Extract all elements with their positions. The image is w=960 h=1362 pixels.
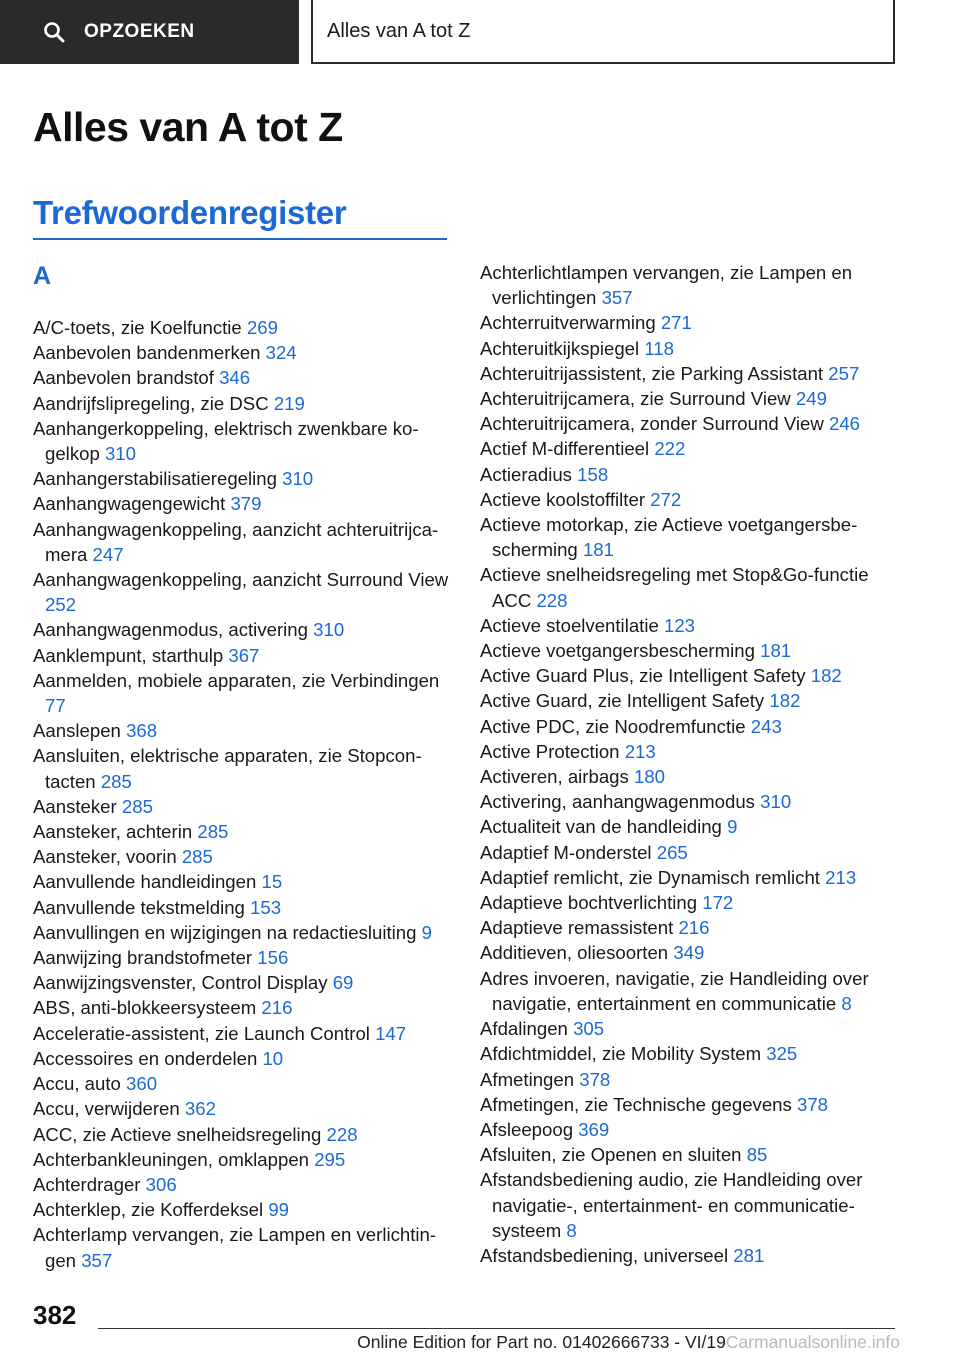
index-entry-text: Activering, aanhangwagenmodus <box>480 791 755 813</box>
index-entry-text: Accu, auto <box>33 1073 121 1095</box>
index-entry-text: Aanbevolen brandstof <box>33 367 214 389</box>
index-entry-text: Acceleratie-assistent, zie Launch Control <box>33 1022 370 1044</box>
footer-edition <box>300 1332 900 1353</box>
index-entry-text: A/C-toets, zie Koelfunctie <box>33 317 242 338</box>
page-reference-link[interactable]: 156 <box>257 947 289 969</box>
index-entry-text: Actieve motorkap, zie Actieve voetgangersbescherming <box>480 514 858 561</box>
index-entry-text: Aanwijzing brandstofmeter <box>33 947 253 969</box>
index-entry-text: Active Protection <box>480 740 620 762</box>
index-entry <box>33 1122 451 1147</box>
index-entry-text: Accessoires en onderdelen <box>33 1047 258 1069</box>
index-entry-text: Achterbankleuningen, omklappen <box>33 1148 310 1170</box>
breadcrumb[interactable]: Alles van A tot Z <box>311 0 895 64</box>
index-entry-text: Aansteker, achterin <box>33 821 193 843</box>
index-entry-text: Aanvullingen en wijzigingen na redactiesluiting <box>33 921 417 943</box>
index-entry-text: Afmetingen, zie Technische gegevens <box>480 1093 792 1115</box>
index-entry-text: Aanslepen <box>33 720 121 742</box>
page-reference-link[interactable]: 269 <box>246 317 278 338</box>
index-entry <box>33 517 451 567</box>
page-reference-link[interactable]: 281 <box>733 1244 765 1266</box>
index-entry-text: Aanhangerkoppeling, elektrisch zwenkbare kogelkop <box>33 417 419 465</box>
index-entry <box>480 1167 898 1243</box>
index-entry-text: Aanklempunt, starthulp <box>33 644 224 666</box>
index-entry <box>33 1147 451 1172</box>
page-reference-link[interactable]: 213 <box>825 866 857 888</box>
page-reference-link[interactable]: 181 <box>760 640 792 662</box>
index-entry <box>480 840 898 865</box>
watermark-text: Carmanualsonline.info <box>725 1332 900 1352</box>
index-column-left <box>33 315 451 1273</box>
page-reference-link[interactable]: 378 <box>579 1068 611 1090</box>
index-entry <box>480 663 898 688</box>
index-entry <box>480 260 898 310</box>
page-number: 382 <box>33 1300 77 1330</box>
page-reference-link[interactable]: 285 <box>121 795 153 817</box>
index-entry <box>33 567 451 617</box>
page-reference-link[interactable]: 180 <box>634 766 666 788</box>
index-entry <box>480 1092 898 1117</box>
index-entry <box>33 869 451 894</box>
index-entry <box>33 416 451 466</box>
index-entry <box>33 340 451 365</box>
page-reference-link[interactable]: 271 <box>660 312 692 334</box>
page-reference-link[interactable]: 310 <box>104 443 136 465</box>
page-reference-link[interactable]: 310 <box>760 791 792 813</box>
index-entry-text: Aanmelden, mobiele apparaten, zie Verbindingen <box>33 669 440 691</box>
page-reference-link[interactable]: 9 <box>727 816 738 838</box>
index-entry-text: Afstandsbediening, universeel <box>480 1244 729 1266</box>
index-entry-text: Aanvullende tekstmelding <box>33 896 245 918</box>
index-entry-text: Afstandsbediening audio, zie Handleiding over navigatie-, entertainment- en communicatiesysteem <box>480 1169 863 1241</box>
index-entry <box>480 487 898 512</box>
index-entry-text: Actieradius <box>480 463 572 485</box>
page-reference-link[interactable]: 360 <box>126 1073 158 1095</box>
page-reference-link[interactable]: 181 <box>582 539 614 561</box>
index-entry-text: Aansteker <box>33 795 117 817</box>
index-entry <box>33 1071 451 1096</box>
page-reference-link[interactable]: 123 <box>663 614 696 636</box>
index-entry <box>33 1096 451 1121</box>
index-entry-text: Aanwijzingsvenster, Control Display <box>33 972 328 994</box>
search-icon <box>42 20 66 44</box>
section-divider <box>33 238 447 240</box>
page-reference-link[interactable]: 379 <box>230 493 262 515</box>
index-entry <box>33 819 451 844</box>
page-reference-link[interactable]: 272 <box>650 488 682 510</box>
index-entry <box>480 1117 898 1142</box>
page-reference-link[interactable]: 216 <box>261 997 293 1019</box>
index-entry-text: Aandrijfslipregeling, zie DSC <box>33 392 269 414</box>
index-entry <box>480 1016 898 1041</box>
page-reference-link[interactable]: 213 <box>624 740 656 762</box>
index-entry-text: Aanhangerstabilisatieregeling <box>33 468 277 490</box>
index-entry <box>33 1046 451 1071</box>
index-entry <box>33 1197 451 1222</box>
index-entry <box>33 920 451 945</box>
index-entry <box>33 668 451 718</box>
index-entry-text: Achterklep, zie Kofferdeksel <box>33 1199 264 1221</box>
page-reference-link[interactable]: 349 <box>673 942 705 964</box>
index-entry-text: Aanbevolen bandenmerken <box>33 342 261 364</box>
page-reference-link[interactable]: 228 <box>326 1123 358 1145</box>
index-entry <box>33 895 451 920</box>
index-entry <box>480 436 898 461</box>
index-entry <box>480 411 898 436</box>
index-entry <box>33 970 451 995</box>
page-reference-link[interactable]: 306 <box>145 1173 177 1195</box>
index-entry-text: Active Guard, zie Intelligent Safety <box>480 690 765 712</box>
page-reference-link[interactable]: 257 <box>828 362 860 384</box>
page-reference-link[interactable]: 305 <box>573 1018 605 1040</box>
index-entry-text: Adaptieve remassistent <box>480 917 674 939</box>
index-entry <box>480 361 898 386</box>
index-entry-text: Achterlichtlampen vervangen, zie Lampen en verlichtingen <box>480 262 853 309</box>
index-entry-text: Aanhangwagenkoppeling, aanzicht achteruitrijcamera <box>33 518 439 565</box>
page-reference-link[interactable]: 367 <box>228 644 260 666</box>
page-reference-link[interactable]: 182 <box>810 665 842 687</box>
page-reference-link[interactable]: 219 <box>273 392 305 414</box>
index-entry <box>33 466 451 491</box>
page-reference-link[interactable]: 357 <box>601 287 633 309</box>
index-entry-text: Aansteker, voorin <box>33 846 177 868</box>
index-entry-text: Actualiteit van de handleiding <box>480 816 722 838</box>
page-reference-link[interactable]: 285 <box>181 846 213 868</box>
index-entry <box>33 617 451 642</box>
index-entry <box>480 638 898 663</box>
page-reference-link[interactable]: 310 <box>313 619 345 641</box>
index-entry-text: Aansluiten, elektrische apparaten, zie Stopcontacten <box>33 745 422 792</box>
index-entry-text: Active Guard Plus, zie Intelligent Safety <box>480 665 806 687</box>
index-entry <box>33 718 451 743</box>
index-entry-text: Accu, verwijderen <box>33 1098 180 1120</box>
index-entry <box>480 739 898 764</box>
index-letter-heading: A <box>33 262 52 290</box>
index-entry <box>33 1172 451 1197</box>
page-reference-link[interactable]: 8 <box>841 992 852 1014</box>
index-entry <box>33 365 451 390</box>
footer-divider <box>98 1328 895 1329</box>
page-reference-link[interactable]: 172 <box>702 892 734 914</box>
index-entry-text: Additieven, oliesoorten <box>480 942 669 964</box>
page-reference-link[interactable]: 8 <box>566 1219 577 1241</box>
page-reference-link[interactable]: 182 <box>769 690 801 712</box>
index-entry <box>480 865 898 890</box>
index-entry <box>33 945 451 970</box>
page-reference-link[interactable]: 85 <box>746 1144 768 1166</box>
top-navigation-bar <box>0 0 960 66</box>
index-entry <box>480 1041 898 1066</box>
index-entry <box>33 743 451 793</box>
edition-text: Online Edition for Part no. 01402666733 - VI/19 <box>357 1332 726 1352</box>
index-entry <box>480 1067 898 1092</box>
index-entry <box>480 764 898 789</box>
index-entry-text: Achteruitrijassistent, zie Parking Assistant <box>480 362 824 384</box>
page-reference-link[interactable]: 346 <box>219 367 251 389</box>
index-entry <box>480 940 898 965</box>
page-reference-link[interactable]: 265 <box>656 841 688 863</box>
page-reference-link[interactable]: 295 <box>314 1148 346 1170</box>
page-reference-link[interactable]: 369 <box>578 1118 610 1140</box>
index-entry <box>480 613 898 638</box>
index-entry-text: Adaptief M-onderstel <box>480 841 652 863</box>
index-entry <box>33 391 451 416</box>
index-entry <box>480 890 898 915</box>
index-entry-text: Afsleepoog <box>480 1118 574 1140</box>
index-entry-text: Actief M-differentieel <box>480 438 650 460</box>
index-entry-text: Adres invoeren, navigatie, zie Handleiding over navigatie, entertainment en communicatie <box>480 967 869 1014</box>
page-reference-link[interactable]: 252 <box>45 594 77 616</box>
page-reference-link[interactable]: 77 <box>45 695 66 717</box>
page-reference-link[interactable]: 249 <box>795 388 827 410</box>
index-entry-text: ACC, zie Actieve snelheidsregeling <box>33 1123 322 1145</box>
index-entry <box>480 714 898 739</box>
page-reference-link[interactable]: 228 <box>536 589 568 611</box>
search-tab-label: OPZOEKEN <box>84 21 195 42</box>
page-reference-link[interactable]: 99 <box>268 1199 289 1221</box>
index-entry <box>480 310 898 335</box>
index-entry-text: Active PDC, zie Noodremfunctie <box>480 715 746 737</box>
index-entry <box>480 1142 898 1167</box>
index-entry <box>33 643 451 668</box>
index-entry-text: ABS, anti-blokkeersysteem <box>33 997 257 1019</box>
index-entry-text: Actieve voetgangersbescherming <box>480 640 755 662</box>
page-reference-link[interactable]: 378 <box>797 1093 829 1115</box>
index-entry <box>33 1021 451 1046</box>
index-entry <box>480 966 898 1016</box>
index-entry-text: Achterdrager <box>33 1173 141 1195</box>
index-entry <box>480 462 898 487</box>
index-entry <box>33 844 451 869</box>
index-entry <box>480 915 898 940</box>
page-reference-link[interactable]: 368 <box>126 720 158 742</box>
index-entry <box>33 491 451 516</box>
index-entry-text: Afdalingen <box>480 1018 568 1040</box>
index-entry-text: Afsluiten, zie Openen en sluiten <box>480 1144 742 1166</box>
page-reference-link[interactable]: 9 <box>421 921 433 943</box>
index-entry-text: Adaptieve bochtverlichting <box>480 892 698 914</box>
page-reference-link[interactable]: 325 <box>766 1043 798 1065</box>
index-entry <box>33 315 451 340</box>
index-entry <box>33 794 451 819</box>
index-entry-text: Adaptief remlicht, zie Dynamisch remlicht <box>480 866 820 888</box>
index-entry <box>480 688 898 713</box>
index-entry-text: Actieve snelheidsregeling met Stop&Go-functie ACC <box>480 564 869 611</box>
index-entry <box>480 562 898 612</box>
index-entry <box>33 1222 451 1272</box>
index-entry <box>480 814 898 839</box>
index-entry <box>480 336 898 361</box>
page-reference-link[interactable]: 247 <box>92 543 124 565</box>
page-reference-link[interactable]: 285 <box>100 770 132 792</box>
index-entry-text: Achterruitverwarming <box>480 312 656 334</box>
index-entry <box>480 386 898 411</box>
index-entry-text: Aanhangwagengewicht <box>33 493 226 515</box>
index-entry-text: Actieve stoelventilatie <box>480 614 659 636</box>
index-entry-text: Achteruitrijcamera, zonder Surround View <box>480 413 824 435</box>
index-entry <box>480 1243 898 1268</box>
index-entry-text: Afmetingen <box>480 1068 575 1090</box>
search-tab[interactable] <box>0 0 299 64</box>
page-reference-link[interactable]: 15 <box>261 871 283 893</box>
page-reference-link[interactable]: 153 <box>250 896 282 918</box>
page-reference-link[interactable]: 246 <box>828 413 861 435</box>
page-reference-link[interactable]: 69 <box>332 972 354 994</box>
page-reference-link[interactable]: 147 <box>375 1022 407 1044</box>
index-entry-text: Actieve koolstoffilter <box>480 488 646 510</box>
index-entry <box>33 995 451 1020</box>
index-entry <box>480 789 898 814</box>
index-entry-text: Afdichtmiddel, zie Mobility System <box>480 1043 762 1065</box>
page-reference-link[interactable]: 10 <box>262 1047 284 1069</box>
index-column-right <box>480 260 898 1268</box>
index-entry-text: Activeren, airbags <box>480 766 629 788</box>
index-entry-text: Aanvullende handleidingen <box>33 871 257 893</box>
page-reference-link[interactable]: 222 <box>654 438 686 460</box>
index-entry-text: Achteruitrijcamera, zie Surround View <box>480 388 791 410</box>
page-title: Alles van A tot Z <box>33 104 343 150</box>
section-title: Trefwoordenregister <box>33 194 347 231</box>
index-entry-text: Aanhangwagenmodus, activering <box>33 619 308 641</box>
index-entry <box>480 512 898 562</box>
index-entry-text: Achteruitkijkspiegel <box>480 337 640 359</box>
page-reference-link[interactable]: 357 <box>81 1249 113 1271</box>
page-reference-link[interactable]: 324 <box>265 342 297 364</box>
page-reference-link[interactable]: 285 <box>197 821 229 843</box>
page-reference-link[interactable]: 118 <box>644 337 674 359</box>
page-reference-link[interactable]: 362 <box>184 1098 216 1120</box>
page-reference-link[interactable]: 158 <box>577 463 609 485</box>
index-entry-text: Aanhangwagenkoppeling, aanzicht Surround View <box>33 569 449 591</box>
page-reference-link[interactable]: 243 <box>750 715 782 737</box>
page-reference-link[interactable]: 310 <box>282 468 314 490</box>
page-reference-link[interactable]: 216 <box>678 917 710 939</box>
index-entry-text: Achterlamp vervangen, zie Lampen en verlichtingen <box>33 1224 437 1271</box>
